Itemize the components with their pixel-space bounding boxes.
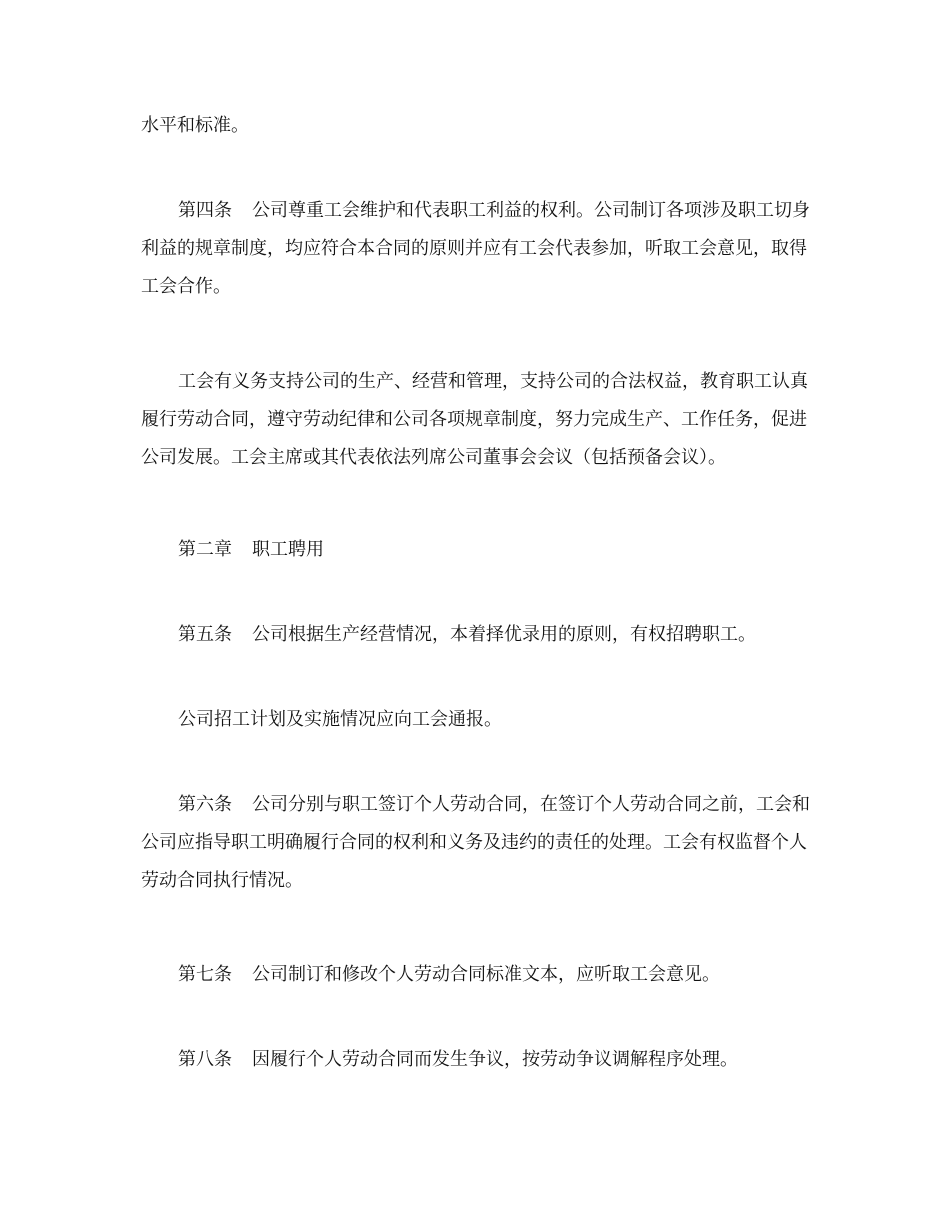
- paragraph-text: 因履行个人劳动合同而发生争议，按劳动争议调解程序处理。: [252, 1049, 738, 1070]
- paragraph-article-5: [141, 616, 813, 654]
- paragraph-text: 工会有义务支持公司的生产、经营和管理，支持公司的合法权益，教育职工认真履行劳动合同，遵守劳动纪律和公司各项规章制度，努力完成生产、工作任务，促进公司发展。工会主席或其代表依法列席公司董事会会议（包括预备会议）。: [141, 371, 808, 468]
- paragraph-text: 公司招工计划及实施情况应向工会通报。: [178, 709, 502, 730]
- paragraph-text: 公司制订和修改个人劳动合同标准文本，应听取工会意见。: [252, 964, 720, 985]
- paragraph-article-4: [141, 192, 813, 306]
- article-label: 第四条: [178, 200, 232, 221]
- article-label: 第七条: [178, 964, 232, 985]
- paragraph-text: 公司尊重工会维护和代表职工利益的权利。公司制订各项涉及职工切身利益的规章制度，均应符合本合同的原则并应有工会代表参加，听取工会意见，取得工会合作。: [141, 200, 810, 297]
- paragraph-continuation: [141, 107, 813, 145]
- chapter-heading-2: [141, 531, 813, 569]
- paragraph-text: 公司分别与职工签订个人劳动合同，在签订个人劳动合同之前，工会和公司应指导职工明确履行合同的权利和义务及违约的责任的处理。工会有权监督个人劳动合同执行情况。: [141, 794, 810, 891]
- paragraph-text: 公司根据生产经营情况，本着择优录用的原则，有权招聘职工。: [252, 624, 756, 645]
- chapter-label: 第二章: [178, 539, 232, 560]
- paragraph-article-6: [141, 786, 813, 900]
- paragraph-article-8: [141, 1041, 813, 1079]
- article-label: 第六条: [178, 794, 232, 815]
- paragraph-hiring-plan: [141, 701, 813, 739]
- paragraph-union-duty: [141, 363, 813, 477]
- article-label: 第八条: [178, 1049, 232, 1070]
- paragraph-article-7: [141, 956, 813, 994]
- paragraph-text: 水平和标准。: [141, 115, 249, 136]
- article-label: 第五条: [178, 624, 232, 645]
- chapter-title: 职工聘用: [252, 539, 324, 560]
